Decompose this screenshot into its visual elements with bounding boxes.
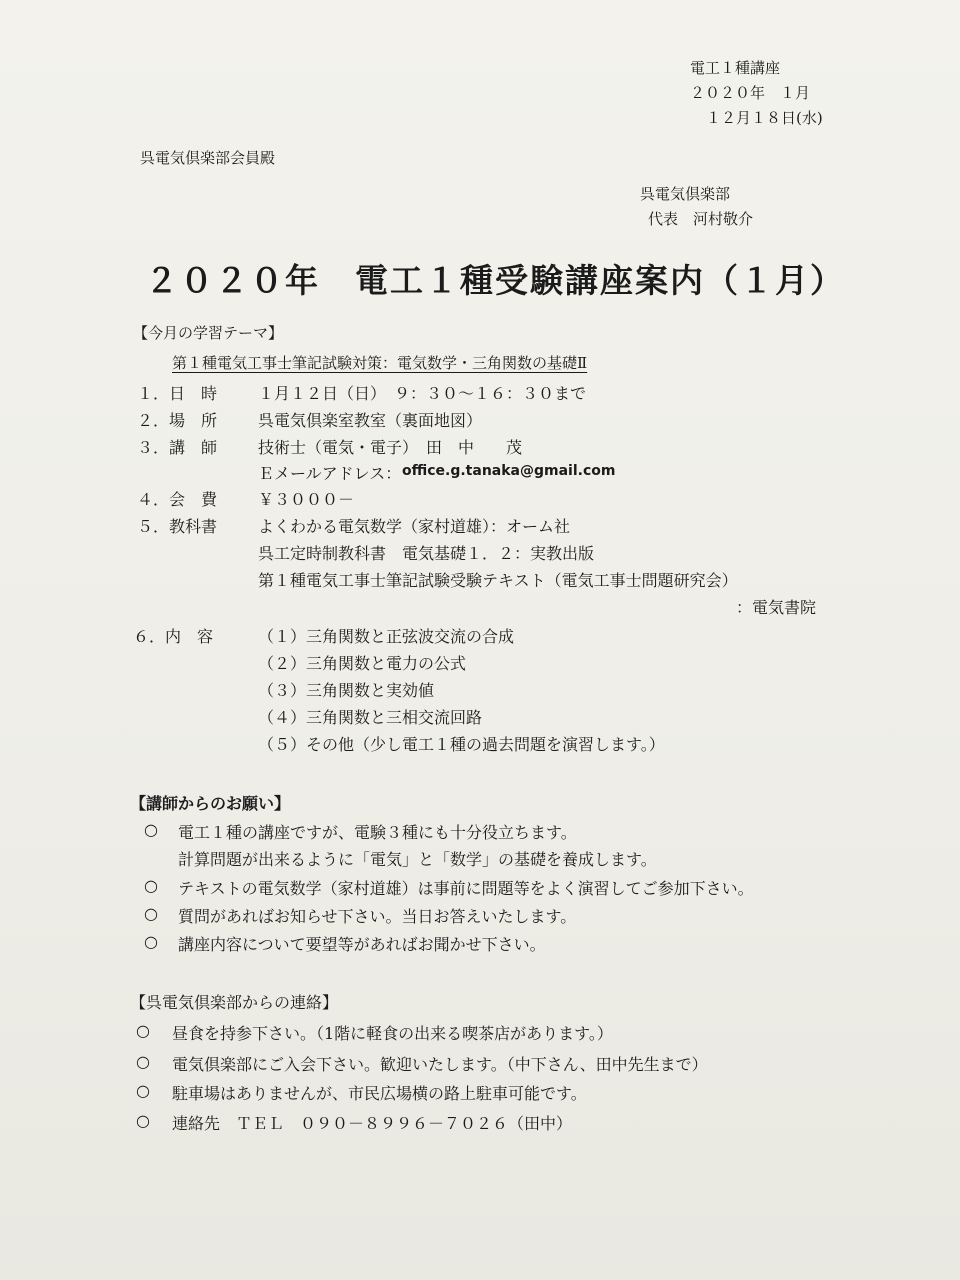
year-month: ２０２０年 １月 [690,84,811,102]
item-textbook-label: ５．教科書 [137,517,218,536]
theme-text: 第１種電気工事士筆記試験対策：電気数学・三角関数の基礎Ⅱ [172,354,588,372]
sender-rep: 代表 河村敬介 [648,210,754,228]
item-date-value: １月１２日（日） ９：３０～１６：３０まで [258,384,587,403]
theme-heading: 【今月の学習テーマ】 [133,324,284,342]
item-place-label: ２．場 所 [137,411,218,430]
notices-heading: 【呉電気倶楽部からの連絡】 [130,993,339,1012]
notice-line: 電気倶楽部にご入会下さい。歓迎いたします。（中下さん、田中先生まで） [172,1055,708,1074]
addressee: 呉電気倶楽部会員殿 [140,149,276,167]
textbook-line: 第１種電気工事士筆記試験受験テキスト（電気工事士問題研究会） [258,571,738,590]
request-line: テキストの電気数学（家村道雄）は事前に問題等をよく演習してご参加下さい。 [178,879,754,898]
textbook-publisher: ：電気書院 [736,598,817,617]
document-title: ２０２０年 電工１種受験講座案内（１月） [145,261,845,300]
request-line: 質問があればお知らせ下さい。当日お答えいたします。 [178,907,577,926]
item-fee-value: ￥３０００－ [258,490,355,509]
contents-line: （４）三角関数と三相交流回路 [258,708,483,727]
bullet-icon: ○ [144,932,158,951]
notice-line: 昼食を持参下さい。（1階に軽食の出来る喫茶店があります。） [172,1024,613,1043]
request-line: 講座内容について要望等があればお聞かせ下さい。 [178,935,546,954]
item-date-label: １．日 時 [137,384,218,403]
bullet-icon: ○ [144,820,158,839]
bullet-icon: ○ [136,1052,150,1071]
textbook-line: 呉工定時制教科書 電気基礎１．２：実教出版 [258,544,595,563]
request-line: 電工１種の講座ですが、電験３種にも十分役立ちます。 [178,823,577,842]
item-contents-label: ６．内 容 [133,627,214,646]
item-place-value: 呉電気倶楽室教室（裏面地図） [258,411,483,430]
bullet-icon: ○ [136,1111,150,1130]
notice-line: 駐車場はありませんが、市民広場横の路上駐車可能です。 [172,1084,587,1103]
bullet-icon: ○ [136,1081,150,1100]
issue-date: １２月１８日(水) [706,109,823,127]
contents-line: （２）三角関数と電力の公式 [258,654,467,673]
bullet-icon: ○ [144,876,158,895]
contents-line: （１）三角関数と正弦波交流の合成 [258,627,515,646]
textbook-line: よくわかる電気数学（家村道雄）：オーム社 [258,517,571,536]
email-label: Ｅメールアドレス： [258,464,402,483]
item-fee-label: ４．会 費 [137,490,218,509]
bullet-icon: ○ [144,904,158,923]
bullet-icon: ○ [136,1021,150,1040]
item-lecturer-value: 技術士（電気・電子） 田 中 茂 [258,438,523,457]
contents-line: （３）三角関数と実効値 [258,681,435,700]
contents-line: （５）その他（少し電工１種の過去問題を演習します。） [258,735,665,754]
email-address: office.g.tanaka@gmail.com [402,463,616,479]
course-name: 電工１種講座 [690,59,781,77]
requests-heading: 【講師からのお願い】 [130,794,291,813]
sender-org: 呉電気倶楽部 [640,185,731,203]
request-line: 計算問題が出来るように「電気」と「数学」の基礎を養成します。 [178,850,657,869]
notice-line: 連絡先 ＴＥＬ ０９０－８９９６－７０２６（田中） [172,1114,573,1133]
item-lecturer-label: ３．講 師 [137,438,218,457]
